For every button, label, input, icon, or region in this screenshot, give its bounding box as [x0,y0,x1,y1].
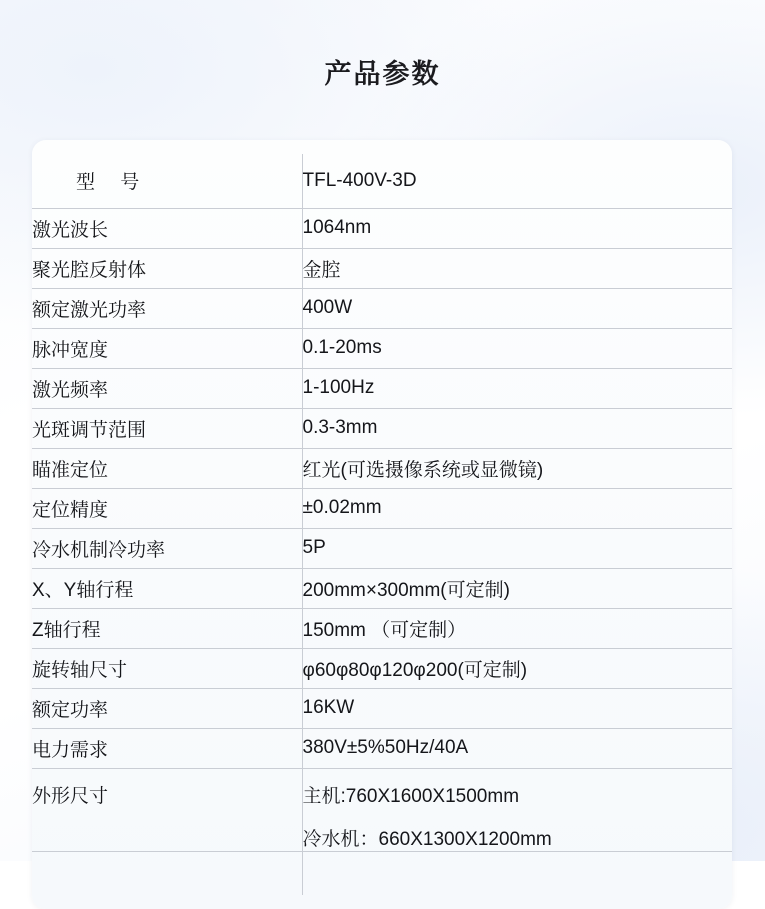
spec-key: 额定功率 [32,688,302,728]
spec-value: 0.3-3mm [302,408,732,448]
table-row [32,528,732,568]
spec-key: Z轴行程 [32,608,302,648]
table-row [32,288,732,328]
table-row [32,368,732,408]
table-row [32,728,732,768]
spec-value: TFL-400V-3D [302,154,732,208]
spec-key: 瞄准定位 [32,448,302,488]
table-row [32,568,732,608]
spec-key: 激光频率 [32,368,302,408]
spec-value: φ60φ80φ120φ200(可定制) [302,648,732,688]
spec-key: 旋转轴尺寸 [32,648,302,688]
spec-table-body [32,154,732,895]
spec-value: 金腔 [302,248,732,288]
table-row [32,488,732,528]
spec-key: 聚光腔反射体 [32,248,302,288]
spec-key: 外形尺寸 [32,768,302,851]
spacer-value-cell [302,851,732,895]
spec-value: 400W [302,288,732,328]
spec-key: 冷水机制冷功率 [32,528,302,568]
table-row [32,688,732,728]
spec-value: ±0.02mm [302,488,732,528]
spec-table [32,154,732,895]
table-row [32,408,732,448]
spec-key: X、Y轴行程 [32,568,302,608]
table-row [32,208,732,248]
spec-key: 型 号 [32,154,302,208]
spec-value: 150mm （可定制） [302,608,732,648]
spec-key: 激光波长 [32,208,302,248]
table-row [32,608,732,648]
table-row [32,768,732,851]
spec-value: 380V±5%50Hz/40A [302,728,732,768]
spec-value: 200mm×300mm(可定制) [302,568,732,608]
spec-value: 5P [302,528,732,568]
table-row [32,248,732,288]
spec-value: 1064nm [302,208,732,248]
spec-key: 电力需求 [32,728,302,768]
spec-value: 1-100Hz [302,368,732,408]
spec-value-line-2: 冷水机：660X1300X1200mm [302,828,552,850]
spec-key: 额定激光功率 [32,288,302,328]
table-row [32,648,732,688]
spec-value [302,768,732,851]
table-row [32,448,732,488]
spec-key: 定位精度 [32,488,302,528]
spec-key: 脉冲宽度 [32,328,302,368]
table-row-spacer [32,851,732,895]
spec-value-line-1: 主机:760X1600X1500mm [302,785,520,807]
spec-value: 红光(可选摄像系统或显微镜) [302,448,732,488]
page-title: 产品参数 [324,59,441,89]
spec-value: 0.1-20ms [302,328,732,368]
spec-key: 光斑调节范围 [32,408,302,448]
spacer-key-cell [32,851,302,895]
table-row [32,328,732,368]
spec-value: 16KW [302,688,732,728]
table-row [32,154,732,208]
spec-table-container [32,140,732,909]
